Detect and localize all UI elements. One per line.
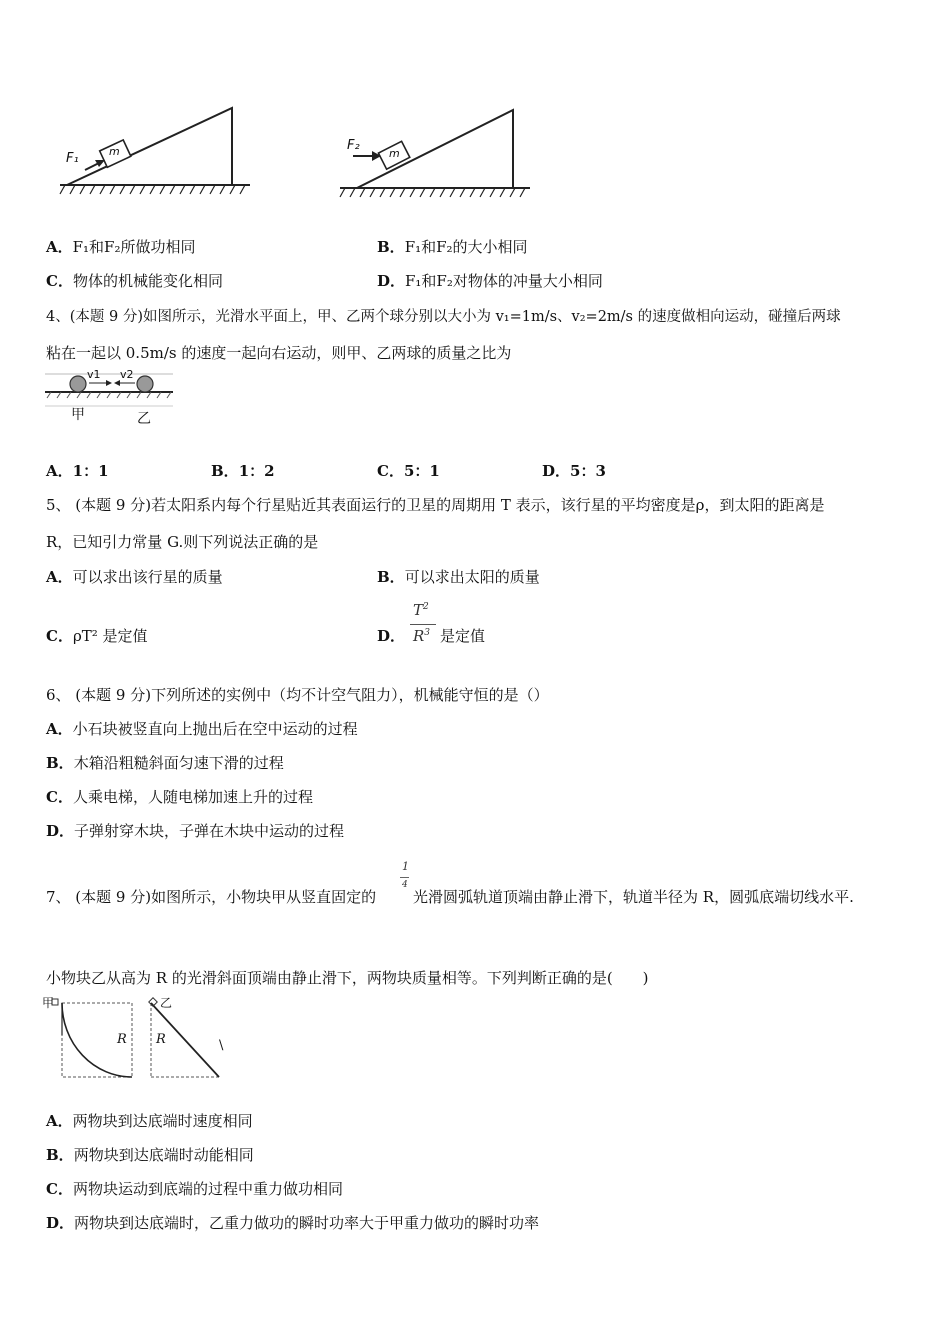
option-text: F₁和F₂的大小相同 — [404, 238, 528, 256]
mass-label-left: m — [109, 145, 120, 158]
option-letter: D． — [46, 1214, 75, 1232]
q7-option-d[interactable] — [46, 1212, 539, 1233]
ball-label-yi: 乙 — [137, 411, 151, 427]
q7-fraction-bar — [400, 877, 409, 878]
incline-figure-right — [335, 100, 535, 205]
option-letter: D． — [46, 822, 75, 840]
q7-fraction-numerator: 1 — [402, 860, 409, 873]
fraction-bar — [410, 624, 436, 625]
ball-label-jia: 甲 — [71, 407, 85, 423]
option-letter: B． — [377, 568, 405, 586]
option-letter: C． — [46, 788, 73, 806]
q3-option-d[interactable] — [377, 270, 603, 291]
q5-option-b[interactable] — [377, 566, 540, 587]
q4-stem-line2: 粘在一起以 0.5m/s 的速度一起向右运动，则甲、乙两球的质量之比为 — [46, 344, 512, 362]
q3-option-a[interactable] — [46, 236, 195, 257]
option-letter: B． — [211, 462, 239, 480]
option-letter: D． — [377, 627, 406, 645]
q6-option-b[interactable] — [46, 752, 284, 773]
option-letter: A． — [46, 238, 73, 256]
q4-option-b[interactable] — [211, 460, 275, 481]
v1-label: v1 — [87, 368, 101, 381]
option-text: 小石块被竖直向上抛出后在空中运动的过程 — [72, 720, 358, 738]
option-text: 两物块到达底端时，乙重力做功的瞬时功率大于甲重力做功的瞬时功率 — [74, 1214, 540, 1232]
option-text: 两物块到达底端时动能相同 — [73, 1146, 254, 1164]
q5-stem-line2: R，已知引力常量 G.则下列说法正确的是 — [46, 533, 319, 551]
option-letter: C． — [46, 1180, 73, 1198]
height-label-slope: R — [156, 1032, 166, 1047]
option-text: 1：2 — [238, 462, 275, 480]
v2-label: v2 — [120, 368, 134, 381]
option-letter: D． — [377, 272, 406, 290]
radius-label-arc: R — [117, 1032, 127, 1047]
q7-option-b[interactable] — [46, 1144, 254, 1165]
q3-option-c[interactable] — [46, 270, 223, 291]
force-label-f2: F₂ — [347, 138, 360, 153]
option-text: F₁和F₂对物体的冲量大小相同 — [405, 272, 603, 290]
q6-option-c[interactable] — [46, 786, 313, 807]
option-text: ρT² 是定值 — [72, 627, 148, 645]
q7-option-c[interactable] — [46, 1178, 343, 1199]
option-letter: B． — [46, 754, 74, 772]
option-text: 物体的机械能变化相同 — [72, 272, 223, 290]
ball-yi — [137, 376, 153, 392]
force-label-f1: F₁ — [66, 151, 79, 166]
mass-label-right: m — [389, 147, 400, 160]
q4-option-d[interactable] — [542, 460, 606, 481]
q6-option-a[interactable] — [46, 718, 358, 739]
incline-figure-left — [55, 100, 255, 205]
q4-option-c[interactable] — [377, 460, 440, 481]
option-letter: B． — [377, 238, 405, 256]
option-letter: A． — [46, 568, 73, 586]
option-text: 可以求出该行星的质量 — [72, 568, 223, 586]
option-text: 是定值 — [440, 627, 486, 645]
option-letter: D． — [542, 462, 571, 480]
option-letter: A． — [46, 462, 73, 480]
option-text: 可以求出太阳的质量 — [404, 568, 540, 586]
option-letter: C． — [46, 272, 73, 290]
q3-option-b[interactable] — [377, 236, 528, 257]
collision-figure — [45, 368, 175, 428]
option-text: 5：1 — [403, 462, 440, 480]
arc-and-slope-figure — [44, 995, 234, 1085]
q6-option-d[interactable] — [46, 820, 344, 841]
q7-stem-line2: 小物块乙从高为 R 的光滑斜面顶端由静止滑下，两物块质量相等。下列判断正确的是( ) — [46, 969, 649, 987]
q5-option-d[interactable] — [377, 625, 405, 646]
option-text: 5：3 — [570, 462, 606, 480]
ball-jia — [70, 376, 86, 392]
label-jia: 甲 — [42, 996, 55, 1010]
option-letter: C． — [46, 627, 73, 645]
option-text: 木箱沿粗糙斜面匀速下滑的过程 — [73, 754, 284, 772]
option-letter: C． — [377, 462, 404, 480]
option-text: F₁和F₂所做功相同 — [72, 238, 196, 256]
option-text: 人乘电梯，人随电梯加速上升的过程 — [72, 788, 313, 806]
q7-option-a[interactable] — [46, 1110, 253, 1131]
label-yi: 乙 — [160, 996, 173, 1010]
option-letter: B． — [46, 1146, 74, 1164]
q4-stem-line1: 4、(本题 9 分)如图所示，光滑水平面上，甲、乙两个球分别以大小为 v₁=1m/s、v₂=2m/s 的速度做相向运动，碰撞后两球 — [46, 309, 841, 325]
q4-option-a[interactable] — [46, 460, 109, 481]
q7-fraction-denominator: 4 — [402, 880, 408, 890]
stray-mark: \ — [219, 1038, 224, 1053]
q5-option-c[interactable] — [46, 625, 148, 646]
option-letter: A． — [46, 1112, 73, 1130]
option-text: 两物块运动到底端的过程中重力做功相同 — [72, 1180, 343, 1198]
q5-option-a[interactable] — [46, 566, 223, 587]
q7-stem-line1-b: 光滑圆弧轨道顶端由静止滑下，轨道半径为 R，圆弧底端切线水平. — [413, 888, 854, 906]
fraction-numerator: $T^2$ — [413, 601, 429, 619]
option-text: 两物块到达底端时速度相同 — [72, 1112, 253, 1130]
option-letter: A． — [46, 720, 73, 738]
q6-stem-line1: 6、 (本题 9 分)下列所述的实例中（均不计空气阻力），机械能守恒的是（） — [46, 686, 549, 704]
option-text: 1：1 — [72, 462, 109, 480]
option-text: 子弹射穿木块，子弹在木块中运动的过程 — [74, 822, 345, 840]
q5-stem-line1: 5、 (本题 9 分)若太阳系内每个行星贴近其表面运行的卫星的周期用 T 表示，该行星的平均密度是ρ，到太阳的距离是 — [46, 496, 825, 514]
fraction-denominator: $R^3$ — [413, 627, 431, 645]
q7-stem-line1-a: 7、 (本题 9 分)如图所示，小物块甲从竖直固定的 — [46, 888, 377, 906]
